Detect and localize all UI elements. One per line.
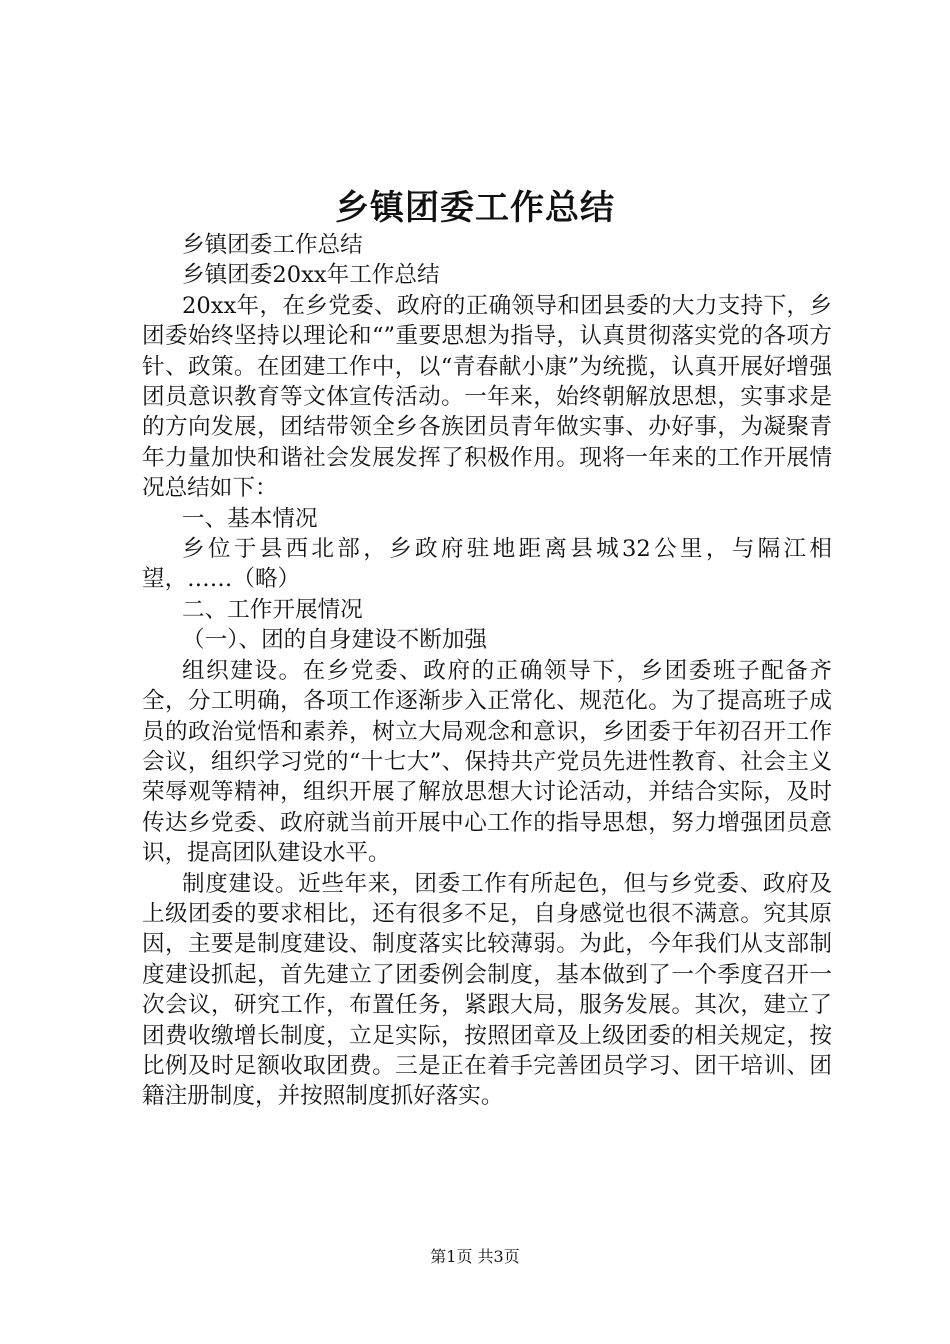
paragraph: 乡位于县西北部，乡政府驻地距离县城32公里，与隔江相望，……（略） bbox=[142, 536, 832, 593]
document-title: 乡镇团委工作总结 bbox=[335, 188, 615, 228]
paragraph: 制度建设。近些年来，团委工作有所起色，但与乡党委、政府及上级团委的要求相比，还有很多不足，自身感觉也很不满意。究其原因，主要是制度建设、制度落实比较薄弱。为此，今年我们从支部制度建设抓起，首先建立了团委例会制度，基本做到了一个季度召开一次会议，研究工作，布置任务，紧跟大局，服务发展。其次，建立了团费收缴增长制度，立足实际，按照团章及上级团委的相关规定，按比例及时足额收取团费。三是正在着手完善团员学习、团干培训、团籍注册制度，并按照制度抓好落实。 bbox=[142, 870, 832, 1110]
section-heading: 一、基本情况 bbox=[182, 505, 318, 532]
document-body bbox=[142, 230, 832, 1112]
paragraph: 乡镇团委工作总结 bbox=[182, 232, 363, 258]
paragraph: 20xx年，在乡党委、政府的正确领导和团县委的大力支持下，乡团委始终坚持以理论和“”重要思想为指导，认真贯彻落实党的各项方针、政策。在团建工作中，以“青春献小康”为统揽，认真开展好增强团员意识教育等文体宣传活动。一年来，始终朝解放思想，实事求是的方向发展，团结带领全乡各族团员青年做实事、办好事，为凝聚青年力量加快和谐社会发展发挥了积极作用。现将一年来的工作开展情况总结如下： bbox=[142, 292, 832, 502]
paragraph: 乡镇团委20xx年工作总结 bbox=[182, 262, 440, 289]
page-footer: 第1页 共3页 bbox=[430, 1247, 520, 1266]
paragraph: 组织建设。在乡党委、政府的正确领导下，乡团委班子配备齐全，分工明确，各项工作逐渐步入正常化、规范化。为了提高班子成员的政治觉悟和素养，树立大局观念和意识，乡团委于年初召开工作会议，组织学习党的“十七大”、保持共产党员先进性教育、社会主义荣辱观等精神，组织开展了解放思想大讨论活动，并结合实际，及时传达乡党委、政府就当前开展中心工作的指导思想，努力增强团员意识，提高团队建设水平。 bbox=[142, 657, 832, 867]
section-heading: 二、工作开展情况 bbox=[182, 596, 363, 623]
subsection-heading: （一）、团的自身建设不断加强 bbox=[182, 627, 488, 654]
